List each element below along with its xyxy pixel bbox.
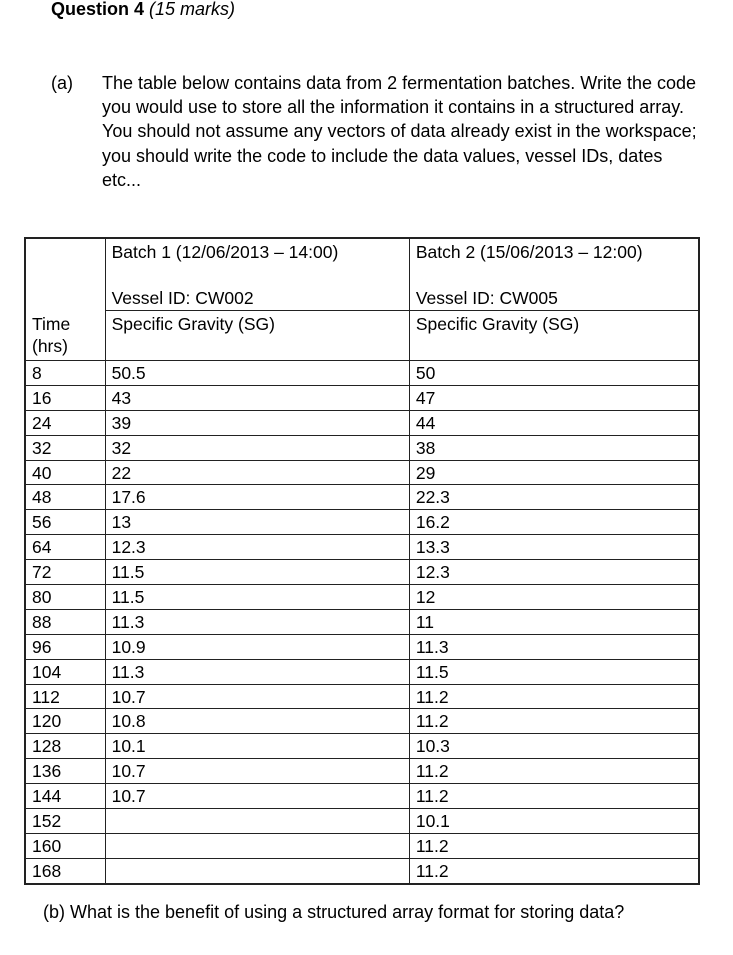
time-cell: 168 (25, 858, 105, 883)
batch1-sg-cell (105, 833, 409, 858)
table-row (25, 759, 699, 784)
batch1-sg-cell: 43 (105, 385, 409, 410)
table-row (25, 585, 699, 610)
time-cell: 120 (25, 709, 105, 734)
batch1-sg-cell: 10.9 (105, 634, 409, 659)
batch1-sg-cell: 12.3 (105, 535, 409, 560)
batch2-sg-cell: 12.3 (409, 560, 699, 585)
batch1-sg-cell: 32 (105, 435, 409, 460)
batch2-sg-cell: 10.3 (409, 734, 699, 759)
part-a-text: The table below contains data from 2 fermentation batches. Write the code you would use to store all the information it contains in a structured array. You should not assume any vectors of data already exist in the workspace; you should write the code to include the data values, vessel IDs, dates etc... (102, 73, 697, 190)
time-cell: 48 (25, 485, 105, 510)
time-cell: 88 (25, 609, 105, 634)
table-blank-cell (25, 287, 105, 311)
time-cell: 72 (25, 560, 105, 585)
batch1-sg-cell: 17.6 (105, 485, 409, 510)
fermentation-data-table (24, 237, 700, 885)
table-row (25, 535, 699, 560)
table-row (25, 784, 699, 809)
table-row (25, 460, 699, 485)
time-cell: 128 (25, 734, 105, 759)
batch1-header: Batch 1 (12/06/2013 – 14:00) (105, 238, 409, 287)
time-cell: 144 (25, 784, 105, 809)
time-cell: 152 (25, 809, 105, 834)
batch1-sg-cell (105, 809, 409, 834)
batch2-sg-cell: 11.2 (409, 784, 699, 809)
batch2-sg-cell: 11.2 (409, 684, 699, 709)
time-cell: 16 (25, 385, 105, 410)
batch2-sg-cell: 11 (409, 609, 699, 634)
table-row (25, 410, 699, 435)
batch1-sg-cell: 11.3 (105, 659, 409, 684)
question-marks: (15 marks) (149, 0, 236, 19)
batch1-sg-cell: 10.1 (105, 734, 409, 759)
table-header-column-row (25, 311, 699, 361)
table-header-batch-row (25, 238, 699, 287)
time-cell: 32 (25, 435, 105, 460)
batch2-sg-cell: 22.3 (409, 485, 699, 510)
time-cell: 104 (25, 659, 105, 684)
table-row (25, 361, 699, 386)
time-cell: 96 (25, 634, 105, 659)
batch1-sg-cell: 11.3 (105, 609, 409, 634)
batch1-sg-cell: 13 (105, 510, 409, 535)
table-row (25, 485, 699, 510)
batch1-sg-cell (105, 858, 409, 883)
batch1-sg-cell: 10.7 (105, 759, 409, 784)
batch1-column-header: Specific Gravity (SG) (105, 311, 409, 361)
question-number: Question 4 (51, 0, 145, 19)
question-title (51, 0, 235, 20)
table-row (25, 510, 699, 535)
batch1-sg-cell: 22 (105, 460, 409, 485)
part-a-label: (a) (51, 73, 73, 93)
batch2-vessel-id: Vessel ID: CW005 (409, 287, 699, 311)
batch2-sg-cell: 11.3 (409, 634, 699, 659)
batch2-sg-cell: 16.2 (409, 510, 699, 535)
table-row (25, 809, 699, 834)
table-row (25, 858, 699, 883)
batch2-sg-cell: 10.1 (409, 809, 699, 834)
batch2-sg-cell: 50 (409, 361, 699, 386)
time-cell: 80 (25, 585, 105, 610)
batch2-sg-cell: 11.2 (409, 833, 699, 858)
table-row (25, 435, 699, 460)
batch1-sg-cell: 11.5 (105, 560, 409, 585)
table-row (25, 560, 699, 585)
table-row (25, 385, 699, 410)
batch1-sg-cell: 10.7 (105, 684, 409, 709)
time-cell: 24 (25, 410, 105, 435)
time-cell: 112 (25, 684, 105, 709)
table-row (25, 709, 699, 734)
time-cell: 136 (25, 759, 105, 784)
batch1-sg-cell: 50.5 (105, 361, 409, 386)
table-row (25, 634, 699, 659)
time-cell: 8 (25, 361, 105, 386)
batch1-sg-cell: 11.5 (105, 585, 409, 610)
table-row (25, 609, 699, 634)
batch2-sg-cell: 44 (409, 410, 699, 435)
batch2-sg-cell: 11.2 (409, 759, 699, 784)
batch1-sg-cell: 39 (105, 410, 409, 435)
batch2-header: Batch 2 (15/06/2013 – 12:00) (409, 238, 699, 287)
batch2-sg-cell: 11.5 (409, 659, 699, 684)
time-cell: 56 (25, 510, 105, 535)
batch2-sg-cell: 13.3 (409, 535, 699, 560)
table-row (25, 659, 699, 684)
batch2-sg-cell: 11.2 (409, 709, 699, 734)
table-header-vessel-row (25, 287, 699, 311)
table-row (25, 684, 699, 709)
batch1-sg-cell: 10.7 (105, 784, 409, 809)
batch2-sg-cell: 29 (409, 460, 699, 485)
batch2-sg-cell: 11.2 (409, 858, 699, 883)
table-row (25, 833, 699, 858)
time-cell: 64 (25, 535, 105, 560)
batch2-sg-cell: 12 (409, 585, 699, 610)
table-row (25, 734, 699, 759)
time-column-header: Time (hrs) (25, 311, 105, 361)
batch1-vessel-id: Vessel ID: CW002 (105, 287, 409, 311)
table-corner-cell (25, 238, 105, 287)
time-cell: 40 (25, 460, 105, 485)
time-cell: 160 (25, 833, 105, 858)
batch2-sg-cell: 47 (409, 385, 699, 410)
part-b-text: (b) What is the benefit of using a structured array format for storing data? (43, 902, 625, 922)
batch2-column-header: Specific Gravity (SG) (409, 311, 699, 361)
batch2-sg-cell: 38 (409, 435, 699, 460)
batch1-sg-cell: 10.8 (105, 709, 409, 734)
